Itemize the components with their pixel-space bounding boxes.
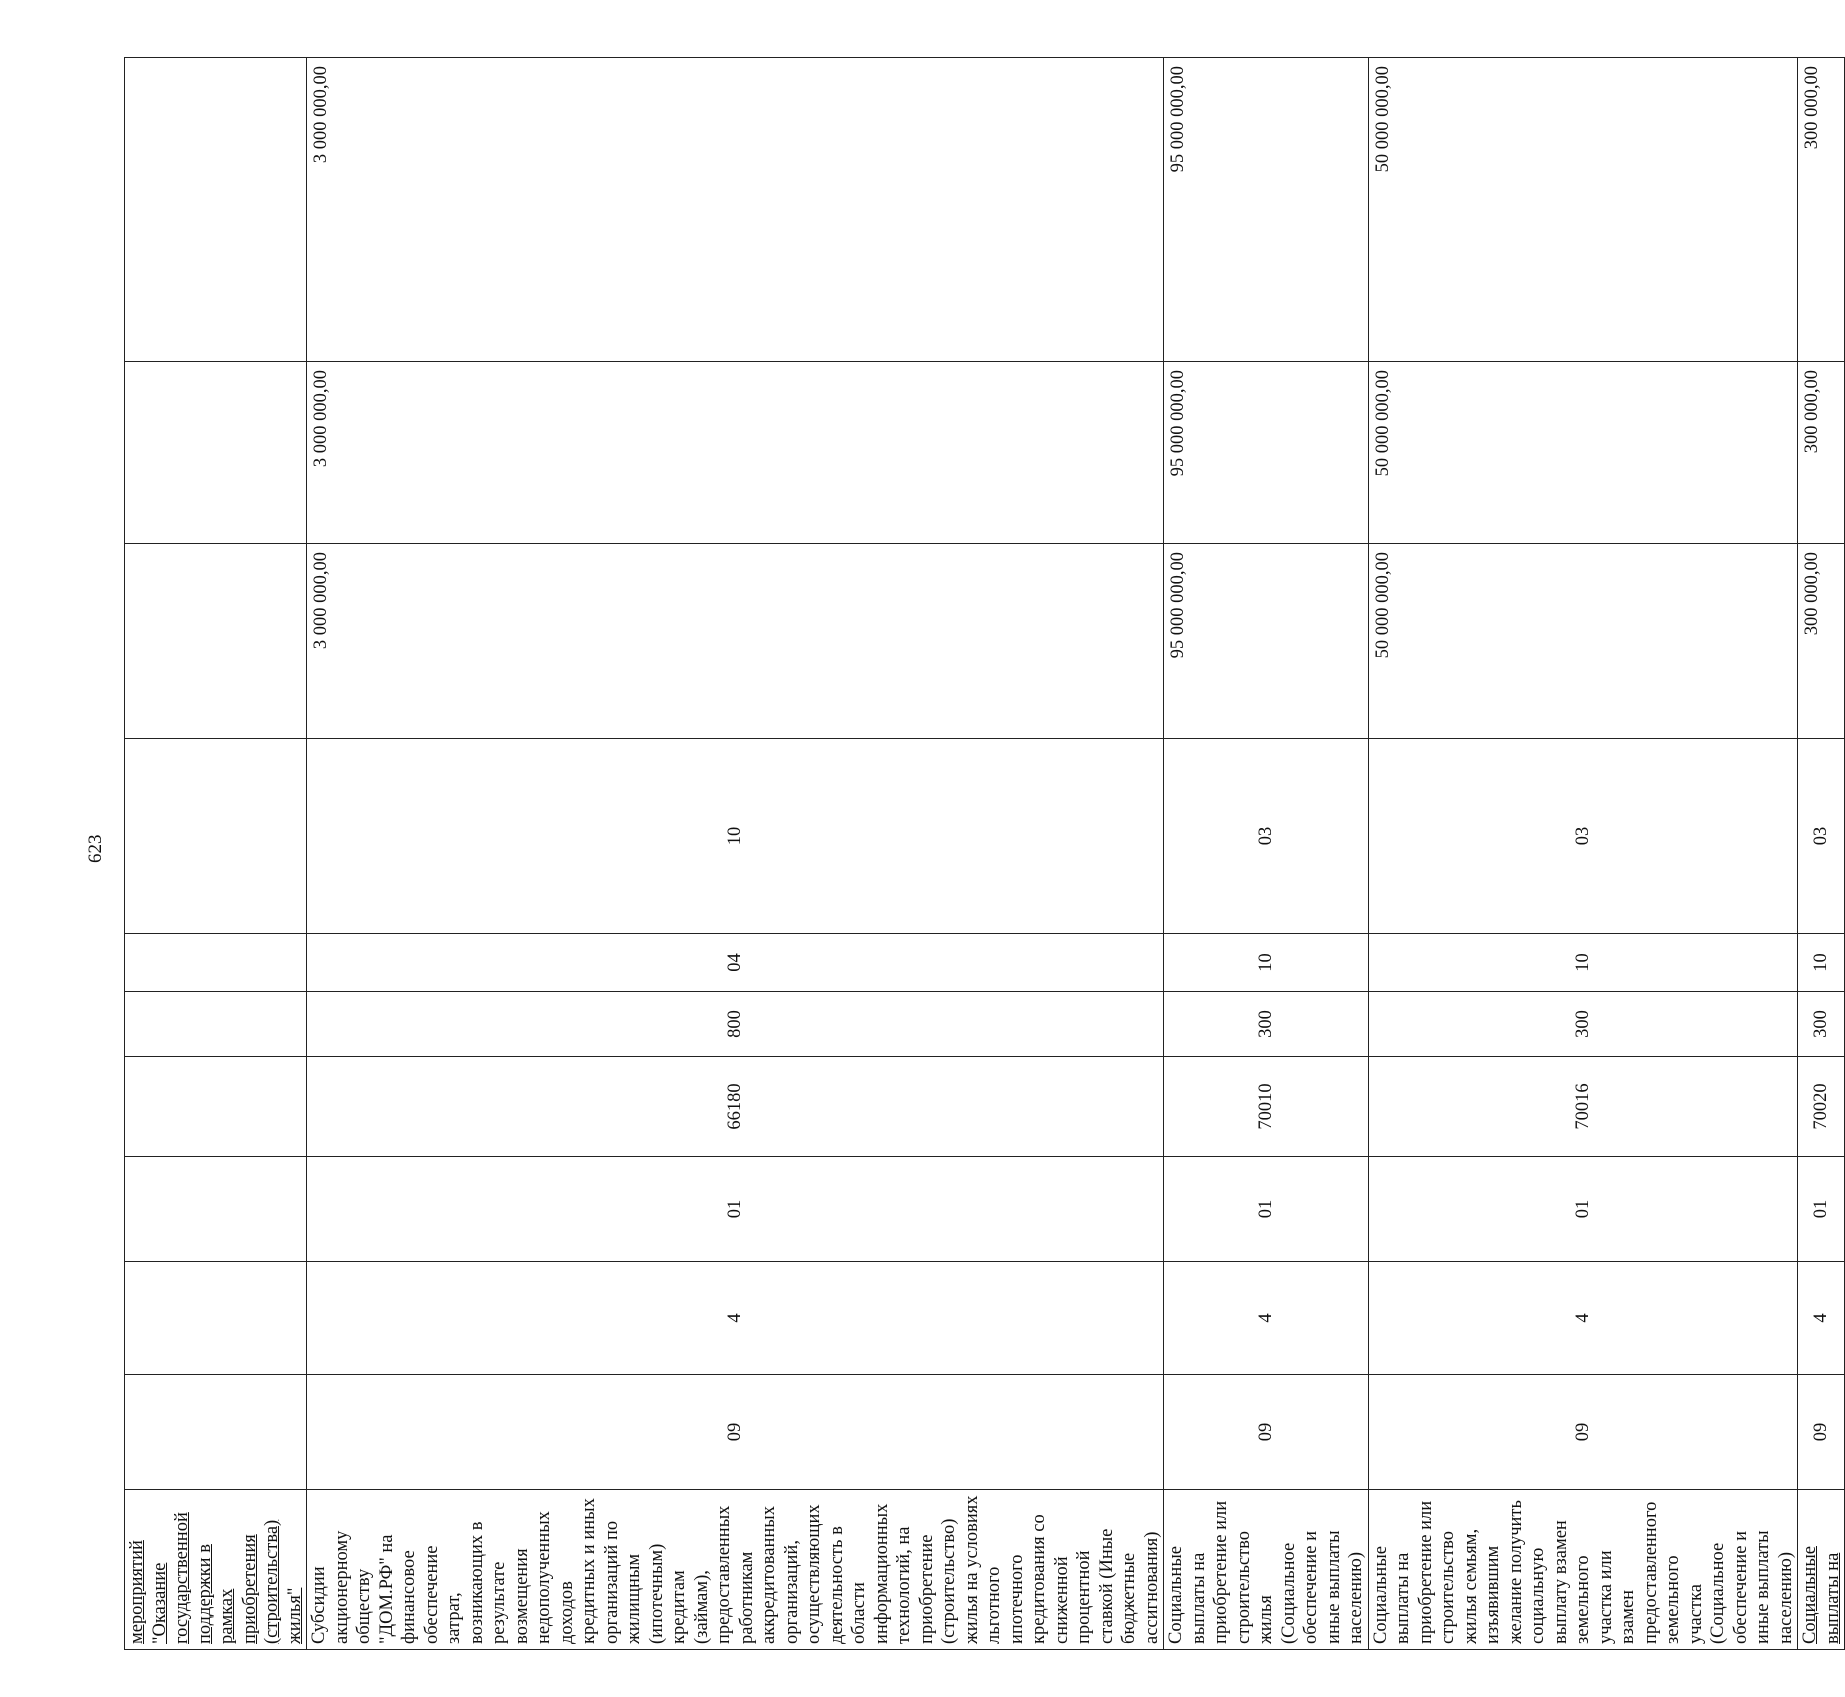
row-description: Социальные выплаты на приобретение или строительство жилья семьям, изъявившим желание получить социальную выплату взамен земельного участка или взамен предоставленного земельного участка (Социальное обеспечение и иные выплаты населению) [1368, 1490, 1798, 1650]
direction-code: 70016 [1368, 1057, 1798, 1157]
amount-year-1: 300 000,00 [1798, 544, 1845, 739]
amount-year-1: 50 000 000,00 [1368, 544, 1798, 739]
main-event-code [125, 1157, 307, 1262]
table-row [307, 58, 1164, 1650]
subprogram-code: 4 [1368, 1262, 1798, 1375]
table-row [1164, 58, 1369, 1650]
amount-year-3: 50 000 000,00 [1368, 58, 1798, 362]
direction-code [125, 1057, 307, 1157]
amount-year-3 [125, 58, 307, 362]
main-event-code: 01 [307, 1157, 1164, 1262]
expense-type-code: 300 [1798, 992, 1845, 1057]
row-description: Социальные выплаты на приобретение или строительство жилья (Социальное обеспечение и иные выплаты населению) [1164, 1490, 1369, 1650]
main-event-code: 01 [1368, 1157, 1798, 1262]
subsection-code: 03 [1164, 739, 1369, 934]
section-code [125, 934, 307, 992]
program-code: 09 [307, 1375, 1164, 1490]
expense-type-code [125, 992, 307, 1057]
main-event-code: 01 [1164, 1157, 1369, 1262]
subprogram-code: 4 [1798, 1262, 1845, 1375]
program-code: 09 [1798, 1375, 1845, 1490]
amount-year-1: 3 000 000,00 [307, 544, 1164, 739]
table-row [125, 58, 307, 1650]
amount-year-2: 300 000,00 [1798, 362, 1845, 544]
section-code: 10 [1164, 934, 1369, 992]
direction-code: 70020 [1798, 1057, 1845, 1157]
program-code: 09 [1368, 1375, 1798, 1490]
expense-type-code: 300 [1164, 992, 1369, 1057]
row-description: Социальные выплаты на [1798, 1490, 1845, 1650]
subsection-code: 03 [1798, 739, 1845, 934]
main-event-code: 01 [1798, 1157, 1845, 1262]
subsection-code [125, 739, 307, 934]
expense-type-code: 300 [1368, 992, 1798, 1057]
program-code: 09 [1164, 1375, 1369, 1490]
table-row [1368, 58, 1798, 1650]
amount-year-1 [125, 544, 307, 739]
amount-year-3: 95 000 000,00 [1164, 58, 1369, 362]
budget-table [124, 57, 1845, 1650]
expense-type-code: 800 [307, 992, 1164, 1057]
subprogram-code: 4 [307, 1262, 1164, 1375]
subprogram-code [125, 1262, 307, 1375]
table-row [1798, 58, 1845, 1650]
direction-code: 70010 [1164, 1057, 1369, 1157]
amount-year-2: 3 000 000,00 [307, 362, 1164, 544]
amount-year-3: 300 000,00 [1798, 58, 1845, 362]
amount-year-2: 95 000 000,00 [1164, 362, 1369, 544]
section-code: 10 [1368, 934, 1798, 992]
amount-year-3: 3 000 000,00 [307, 58, 1164, 362]
subprogram-code: 4 [1164, 1262, 1369, 1375]
section-code: 10 [1798, 934, 1845, 992]
row-description: мероприятий "Оказание государственной поддержки в рамках приобретения (строительства) жилья" [125, 1490, 307, 1650]
amount-year-2 [125, 362, 307, 544]
row-description: Субсидии акционерному обществу "ДОМ.РФ" на финансовое обеспечение затрат, возникающих в результате возмещения недополученных доходов кредитных и иных организаций по жилищным (ипотечным) кредитам (займам), предоставленных работникам аккредитованных организаций, осуществляющих деятельность в области информационных технологий, на приобретение (строительство) жилья на условиях льготного ипотечного кредитования со сниженной процентной ставкой (Иные бюджетные ассигнования) [307, 1490, 1164, 1650]
amount-year-1: 95 000 000,00 [1164, 544, 1369, 739]
subsection-code: 03 [1368, 739, 1798, 934]
subsection-code: 10 [307, 739, 1164, 934]
section-code: 04 [307, 934, 1164, 992]
program-code [125, 1375, 307, 1490]
page-number: 623 [85, 834, 106, 864]
amount-year-2: 50 000 000,00 [1368, 362, 1798, 544]
direction-code: 66180 [307, 1057, 1164, 1157]
